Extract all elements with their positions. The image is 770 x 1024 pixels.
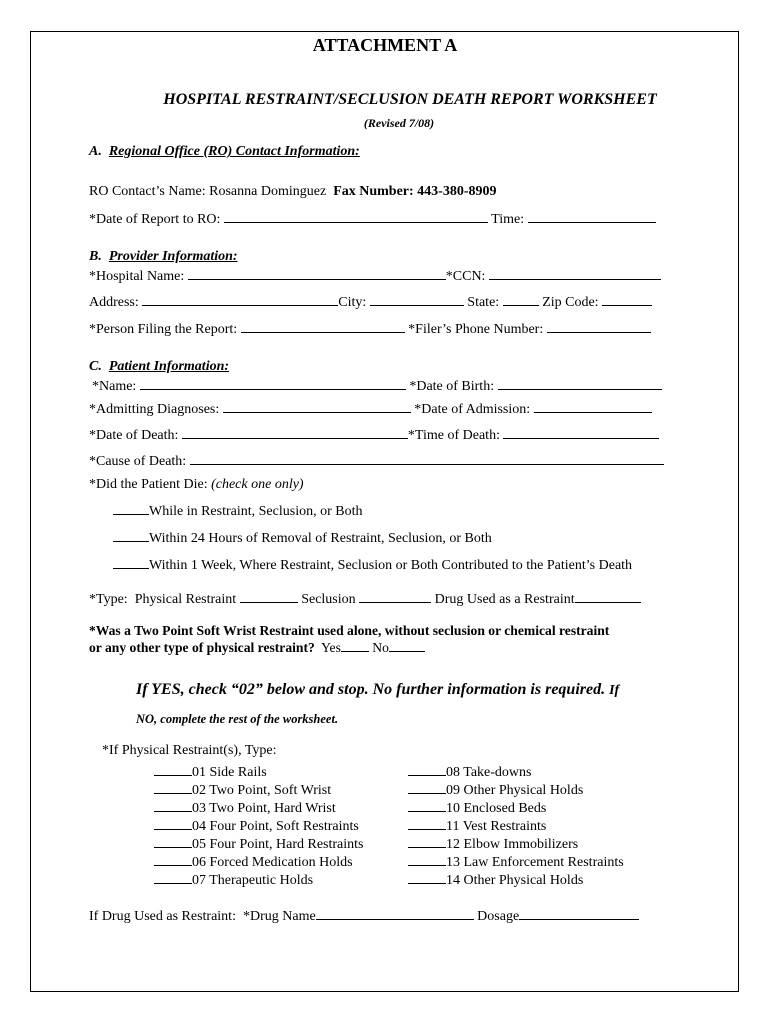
city-label: City: xyxy=(338,295,367,310)
die-option-label: Within 1 Week, Where Restraint, Seclusion or Both Contributed to the Patient’s Death xyxy=(149,558,633,573)
section-letter: A. xyxy=(89,144,102,159)
option-item xyxy=(154,781,331,799)
drug-name-label: *Drug Name xyxy=(242,909,316,924)
option-item xyxy=(408,781,583,799)
option-item xyxy=(408,763,531,781)
checkbox-blank[interactable] xyxy=(154,835,192,848)
checkbox-blank[interactable] xyxy=(113,529,149,542)
physical-type-label: *If Physical Restraint(s), Type: xyxy=(102,743,277,758)
option-label: 07 Therapeutic Holds xyxy=(192,873,314,888)
diagnoses-label: *Admitting Diagnoses: xyxy=(89,402,220,417)
option-item xyxy=(154,799,336,817)
type-drug-field[interactable] xyxy=(575,590,641,603)
checkbox-blank[interactable] xyxy=(154,853,192,866)
address-field[interactable] xyxy=(142,293,338,306)
ro-contact-name: RO Contact’s Name: Rosanna Dominguez xyxy=(89,184,327,199)
checkbox-blank[interactable] xyxy=(408,781,446,794)
dob-label: *Date of Birth: xyxy=(409,379,495,394)
report-time-label: Time: xyxy=(491,212,525,227)
state-label: State: xyxy=(467,295,500,310)
patient-name-label: *Name: xyxy=(92,379,137,394)
if-yes-instruction xyxy=(136,681,619,700)
filer-label: *Person Filing the Report: xyxy=(89,322,238,337)
ro-contact-row xyxy=(89,184,497,200)
diagnoses-row xyxy=(89,400,652,418)
option-label: 06 Forced Medication Holds xyxy=(192,855,353,870)
wrist-question-text: or any other type of physical restraint? xyxy=(89,640,315,655)
option-item xyxy=(408,817,546,835)
option-label: 01 Side Rails xyxy=(192,765,267,780)
death-date-field[interactable] xyxy=(182,426,408,439)
filer-phone-field[interactable] xyxy=(547,320,651,333)
filer-row xyxy=(89,320,651,338)
no-field[interactable] xyxy=(389,639,425,652)
death-time-label: *Time of Death: xyxy=(407,428,500,443)
die-option xyxy=(113,502,362,520)
cause-label: *Cause of Death: xyxy=(89,454,187,469)
if-word: If xyxy=(609,683,620,698)
option-item xyxy=(408,853,624,871)
type-seclusion-label: Seclusion xyxy=(301,592,356,607)
checkbox-blank[interactable] xyxy=(113,502,149,515)
option-item xyxy=(154,763,267,781)
if-no-instruction: NO, complete the rest of the worksheet. xyxy=(136,712,339,726)
death-date-label: *Date of Death: xyxy=(89,428,179,443)
option-label: 03 Two Point, Hard Wrist xyxy=(192,801,336,816)
option-item xyxy=(154,817,359,835)
dob-field[interactable] xyxy=(498,377,662,390)
no-label: No xyxy=(372,640,389,655)
drug-name-field[interactable] xyxy=(316,907,474,920)
option-label: 14 Other Physical Holds xyxy=(446,873,584,888)
checkbox-blank[interactable] xyxy=(408,853,446,866)
section-b-heading xyxy=(89,249,238,265)
revision-note: (Revised 7/08) xyxy=(363,116,435,130)
drug-row xyxy=(89,907,639,925)
ccn-field[interactable] xyxy=(489,267,661,280)
die-option-label: Within 24 Hours of Removal of Restraint, Seclusion, or Both xyxy=(149,531,492,546)
section-c-heading xyxy=(89,359,229,375)
cause-row xyxy=(89,452,664,470)
checkbox-blank[interactable] xyxy=(154,799,192,812)
dosage-field[interactable] xyxy=(519,907,639,920)
city-field[interactable] xyxy=(370,293,464,306)
checkbox-blank[interactable] xyxy=(408,835,446,848)
option-label: 08 Take-downs xyxy=(446,765,532,780)
section-a-heading xyxy=(89,144,360,160)
admission-field[interactable] xyxy=(534,400,652,413)
hospital-name-field[interactable] xyxy=(188,267,446,280)
report-date-label: *Date of Report to RO: xyxy=(89,212,221,227)
checkbox-blank[interactable] xyxy=(154,781,192,794)
patient-name-row xyxy=(92,377,662,395)
die-option xyxy=(113,529,492,547)
die-option xyxy=(113,556,632,574)
zip-field[interactable] xyxy=(602,293,652,306)
option-label: 11 Vest Restraints xyxy=(446,819,547,834)
checkbox-blank[interactable] xyxy=(408,763,446,776)
section-title: Provider Information: xyxy=(108,249,238,264)
option-item xyxy=(154,871,313,889)
checkbox-blank[interactable] xyxy=(408,871,446,884)
filer-field[interactable] xyxy=(241,320,405,333)
death-time-field[interactable] xyxy=(503,426,659,439)
death-date-row xyxy=(89,426,659,444)
option-item xyxy=(154,835,364,853)
option-label: 04 Four Point, Soft Restraints xyxy=(192,819,359,834)
option-label: 10 Enclosed Beds xyxy=(446,801,547,816)
option-label: 02 Two Point, Soft Wrist xyxy=(192,783,332,798)
option-item xyxy=(154,853,353,871)
option-label: 05 Four Point, Hard Restraints xyxy=(192,837,364,852)
report-time-field[interactable] xyxy=(528,210,656,223)
die-note: (check one only) xyxy=(211,477,304,492)
report-date-field[interactable] xyxy=(224,210,488,223)
type-label: *Type: xyxy=(89,592,128,607)
section-title: Regional Office (RO) Contact Information: xyxy=(108,144,360,159)
page-title: ATTACHMENT A xyxy=(312,35,458,55)
hospital-name-label: *Hospital Name: xyxy=(89,269,185,284)
option-label: 09 Other Physical Holds xyxy=(446,783,584,798)
section-letter: B. xyxy=(89,249,102,264)
option-label: 12 Elbow Immobilizers xyxy=(446,837,579,852)
checkbox-blank[interactable] xyxy=(113,556,149,569)
ccn-label: *CCN: xyxy=(445,269,486,284)
wrist-question-line2 xyxy=(89,639,425,656)
cause-field[interactable] xyxy=(190,452,664,465)
drug-if-label: If Drug Used as Restraint: xyxy=(89,909,236,924)
admission-label: *Date of Admission: xyxy=(414,402,531,417)
option-item xyxy=(408,835,578,853)
patient-name-field[interactable] xyxy=(140,377,406,390)
type-physical-label: Physical Restraint xyxy=(134,592,237,607)
checkbox-blank[interactable] xyxy=(154,871,192,884)
yes-field[interactable] xyxy=(341,639,369,652)
fax-number: Fax Number: 443-380-8909 xyxy=(333,184,497,199)
checkbox-blank[interactable] xyxy=(408,799,446,812)
type-row xyxy=(89,590,641,608)
dosage-label: Dosage xyxy=(477,909,520,924)
yes-label: Yes xyxy=(321,640,341,655)
diagnoses-field[interactable] xyxy=(223,400,411,413)
checkbox-blank[interactable] xyxy=(154,763,192,776)
type-physical-field[interactable] xyxy=(240,590,298,603)
address-row xyxy=(89,293,652,311)
checkbox-blank[interactable] xyxy=(408,817,446,830)
zip-label: Zip Code: xyxy=(542,295,599,310)
state-field[interactable] xyxy=(503,293,539,306)
wrist-question-line1: *Was a Two Point Soft Wrist Restraint used alone, without seclusion or chemical restraint xyxy=(89,623,610,638)
die-option-label: While in Restraint, Seclusion, or Both xyxy=(149,504,363,519)
option-item xyxy=(408,799,546,817)
type-drug-label: Drug Used as a Restraint xyxy=(434,592,575,607)
option-label: 13 Law Enforcement Restraints xyxy=(446,855,624,870)
die-question xyxy=(89,477,304,493)
type-seclusion-field[interactable] xyxy=(359,590,431,603)
section-title: Patient Information: xyxy=(108,359,230,374)
checkbox-blank[interactable] xyxy=(154,817,192,830)
hospital-row xyxy=(89,267,661,285)
address-label: Address: xyxy=(89,295,139,310)
if-yes-text: If YES, check “02” below and stop. No further information is required. xyxy=(136,681,606,698)
worksheet-title: HOSPITAL RESTRAINT/SECLUSION DEATH REPORT WORKSHEET xyxy=(163,91,657,108)
filer-phone-label: *Filer’s Phone Number: xyxy=(408,322,544,337)
option-item xyxy=(408,871,583,889)
section-letter: C. xyxy=(89,359,102,374)
die-question-label: *Did the Patient Die: xyxy=(89,477,208,492)
report-date-row xyxy=(89,210,656,228)
